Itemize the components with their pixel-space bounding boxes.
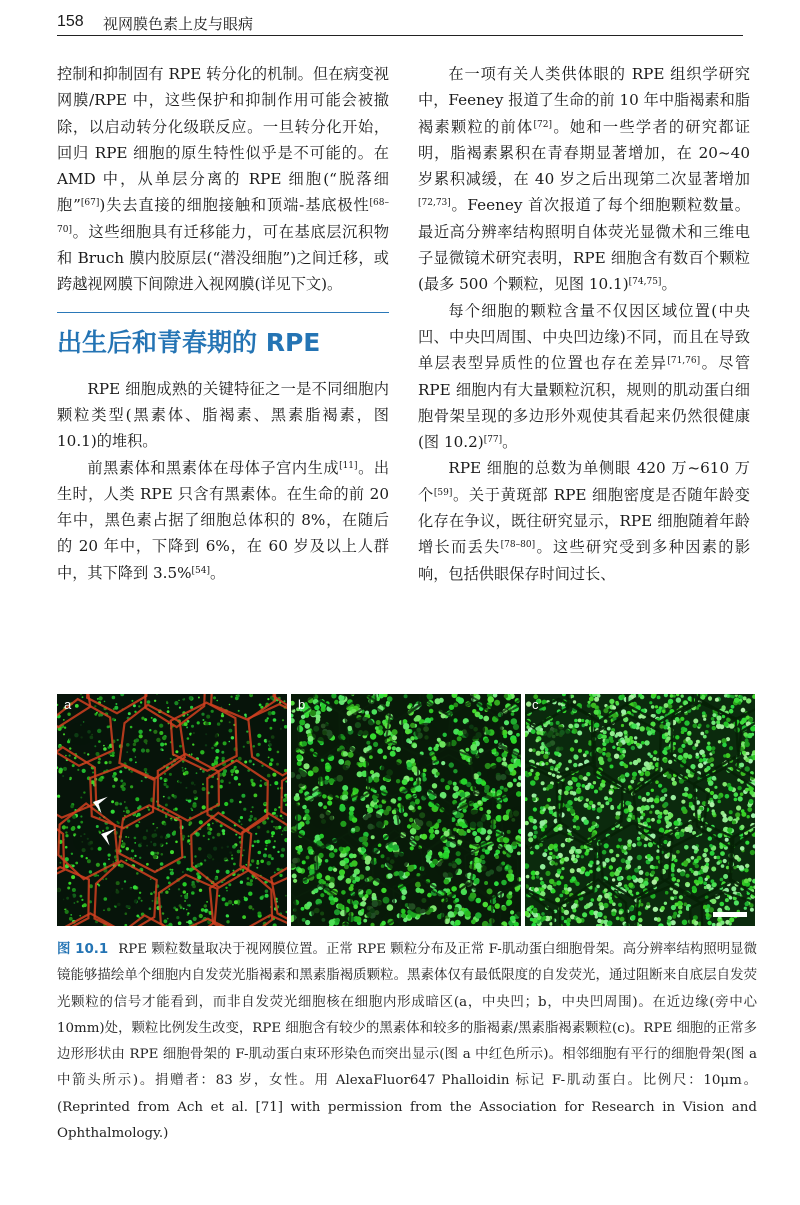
left-paragraph-2: RPE 细胞成熟的关键特征之一是不同细胞内颗粒类型(黑素体、脂褐素、黑素脂褐素，图 10.1)的堆积。 (57, 379, 389, 451)
scale-bar (713, 912, 747, 917)
page-number: 158 (57, 13, 84, 30)
citation-ref: [72,73] (418, 198, 451, 209)
page-header (57, 12, 743, 36)
citation-ref: [74,75] (628, 277, 662, 288)
citation-ref: [11] (339, 460, 358, 471)
citation-ref: [71,76] (667, 356, 701, 367)
citation-ref: [77] (483, 435, 503, 446)
citation-ref: [68–70] (57, 198, 390, 235)
citation-ref: [72] (533, 119, 552, 130)
running-title: 视网膜色素上皮与眼病 (103, 15, 254, 33)
right-column (418, 61, 750, 587)
right-paragraph-3: RPE 细胞的总数为单侧眼 420 万~610 万个[59]。关于黄斑部 RPE 细胞密度是否随年龄变化存在争议，既往研究显示，RPE 细胞随着年龄增长而丢失[78–80]。这些研究受到多种因素的影响，包括供眼保存时间过长、 (418, 459, 750, 583)
right-paragraph-2: 每个细胞的颗粒含量不仅因区域位置(中央凹、中央凹周围、中央凹边缘)不同，而且在导致单层表型异质性的位置也存在差异[71,76]。尽管 RPE 细胞内有大量颗粒沉积，规则的肌动蛋白细胞骨架呈现的多边形外观使其看起来仍然很健康(图 10.2)[77]。 (418, 301, 751, 452)
figure-10-1 (57, 694, 757, 926)
left-column (57, 61, 389, 586)
citation-ref: [54] (191, 565, 211, 576)
citation-ref: [78–80] (500, 540, 536, 551)
panel-label-a: a (64, 697, 72, 712)
left-paragraph-3: 前黑素体和黑素体在母体子宫内生成[11]。出生时，人类 RPE 只含有黑素体。在生命的前 20 年中，黑色素占据了细胞总体积的 8%，在随后的 20 年中，下降到 6%，在 60 岁及以上人群中，其下降到 3.5%[54]。 (57, 458, 390, 582)
right-paragraph-1: 在一项有关人类供体眼的 RPE 组织学研究中，Feeney 报道了生命的前 10 年中脂褐素和脂褐素颗粒的前体[72]。她和一些学者的研究都证明，脂褐素累积在青春期显著增加，在 20~40 岁累积减缓，在 40 岁之后出现第二次显著增加[72,73]。Feeney 首次报道了每个细胞颗粒数量。最近高分辨率结构照明自体荧光显微术和三维电子显微镜术研究表明，RPE 细胞含有数百个颗粒(最多 500 个颗粒，见图 10.1)[74,75]。 (418, 65, 751, 294)
panel-label-b: b (298, 697, 306, 712)
micrograph-panel-c (525, 694, 755, 926)
left-paragraph-1: 控制和抑制固有 RPE 转分化的机制。但在病变视网膜/RPE 中，这些保护和抑制作用可能会被撤除，以启动转分化级联反应。一旦转分化开始，回归 RPE 细胞的原生特性似乎是不可能的。在 AMD 中，从单层分离的 RPE 细胞(“脱落细胞”[67])失去直接的细胞接触和顶端-基底极性[68–70]。这些细胞具有迁移能力，可在基底层沉积物和 Bruch 膜内胶原层(“潜没细胞”)之间迁移，或跨越视网膜下间隙进入视网膜(详见下文)。 (57, 65, 390, 294)
citation-ref: [67] (80, 198, 100, 209)
section-heading (57, 312, 389, 376)
figure-number: 图 10.1 (57, 942, 109, 957)
panel-label-c: c (532, 697, 539, 712)
micrograph-b-image (291, 694, 521, 926)
caption-text: RPE 颗粒数量取决于视网膜位置。正常 RPE 颗粒分布及正常 F-肌动蛋白细胞骨架。高分辨率结构照明显微镜能够描绘单个细胞内自发荧光脂褐素和黑素脂褐质颗粒。黑素体仅有最低限度的自发荧光，通过阻断来自底层自发荧光颗粒的信号才能看到，而非自发荧光细胞核在细胞内形成暗区(a，中央凹；b，中央凹周围)。在近边缘(旁中心 10mm)处，颗粒比例发生改变，RPE 细胞含有较少的黑素体和较多的脂褐素/黑素脂褐素颗粒(c)。RPE 细胞的正常多边形形状由 RPE 细胞骨架的 F-肌动蛋白束环形染色而突出显示(图 a 中红色所示)。相邻细胞有平行的细胞骨架(图 a 中箭头所示)。捐赠者：83 岁，女性。用 AlexaFluor647 Phalloidin 标记 F-肌动蛋白。比例尺：10μm。(Reprinted from Ach et al. [71] with permission from the Association for Research in Vision and Ophthalmology.) (57, 942, 757, 1142)
micrograph-panel-b (291, 694, 521, 926)
micrograph-c-image (525, 694, 755, 926)
section-title: 出生后和青春期的 RPE (57, 327, 321, 357)
citation-ref: [59] (433, 487, 453, 498)
micrograph-a-image (57, 694, 287, 926)
figure-caption (57, 937, 757, 1147)
micrograph-panel-a (57, 694, 287, 926)
